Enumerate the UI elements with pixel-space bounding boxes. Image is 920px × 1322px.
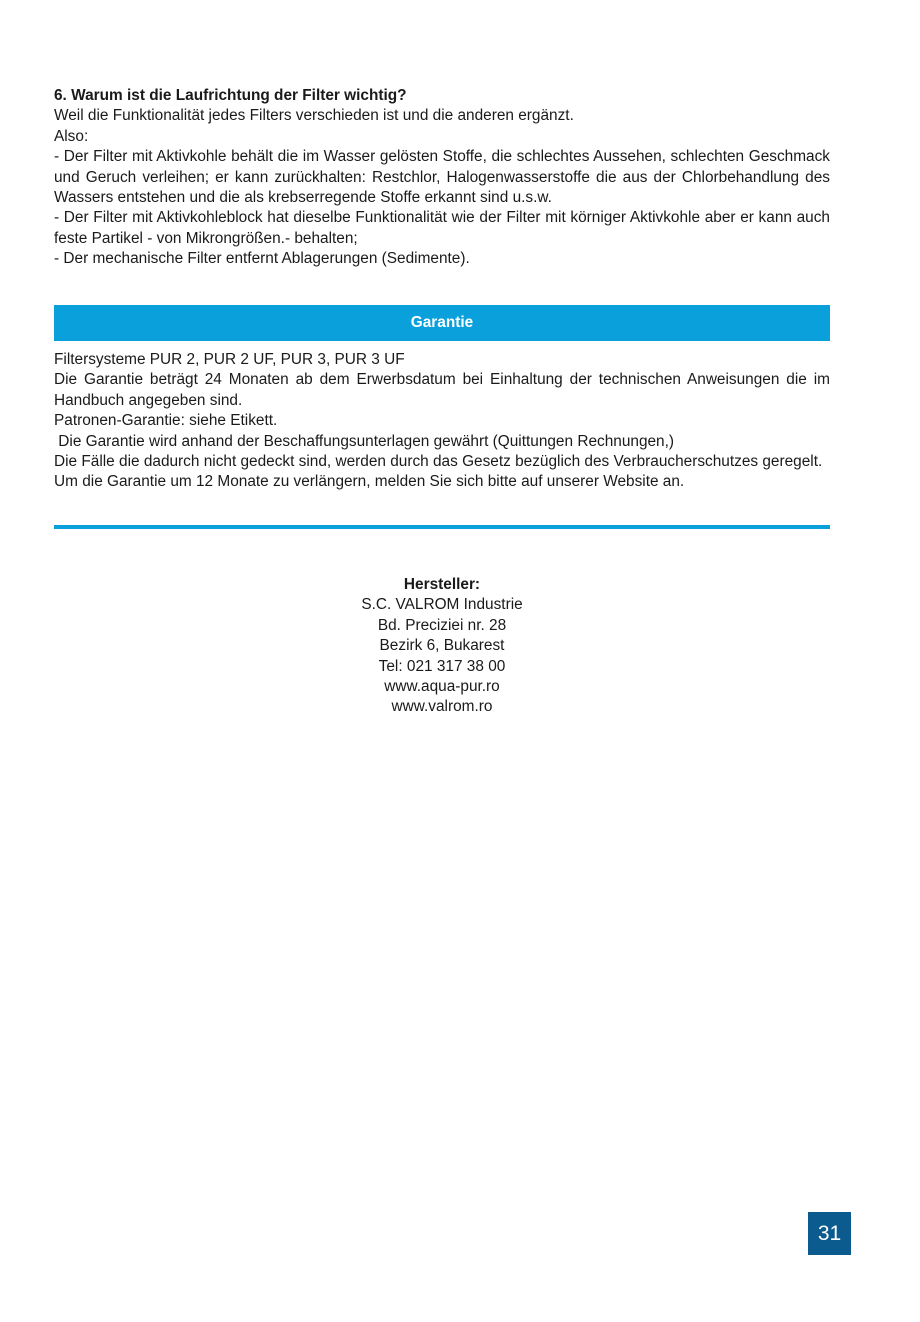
section-6-line: Also:: [54, 127, 89, 145]
section-6-bullet: - Der Filter mit Aktivkohle behält die im Wasser gelösten Stoffe, die schlechtes Aussehen, schlechten Geschmack und Geruch verleihen; er kann zurückhalten: Restchlor, Halogenwasserstoffe die aus der Chlorbehandlung des Wassers entstehen und die als krebserregende Stoffe erkannt sind u.s.w.: [54, 148, 830, 207]
garantie-section: [54, 350, 830, 493]
manufacturer-website-valrom[interactable]: www.valrom.ro: [391, 698, 493, 716]
manufacturer-street: Bd. Preciziei nr. 28: [377, 616, 507, 634]
page-number-badge: [808, 1212, 851, 1255]
manufacturer-company: S.C. VALROM Industrie: [361, 596, 523, 614]
manufacturer-website-aquapur[interactable]: www.aqua-pur.ro: [384, 678, 500, 696]
section-divider: [54, 525, 830, 529]
manufacturer-block: [54, 575, 830, 718]
garantie-paragraph: Die Garantie beträgt 24 Monaten ab dem Erwerbsdatum bei Einhaltung der technischen Anweisungen die im Handbuch angegeben sind.: [54, 371, 830, 409]
manufacturer-heading: Hersteller:: [403, 576, 481, 593]
garantie-banner: [54, 305, 830, 341]
page-number: 31: [817, 1221, 842, 1245]
garantie-paragraph: Patronen-Garantie: siehe Etikett.: [54, 412, 278, 430]
garantie-paragraph: Die Fälle die dadurch nicht gedeckt sind, werden durch das Gesetz bezüglich des Verbraucherschutzes geregelt.: [54, 453, 823, 471]
section-6-line: Weil die Funktionalität jedes Filters verschieden ist und die anderen ergänzt.: [54, 107, 574, 125]
section-6-bullet: - Der Filter mit Aktivkohleblock hat dieselbe Funktionalität wie der Filter mit körniger Aktivkohle aber er kann auch feste Partikel - von Mikrongrößen.- behalten;: [54, 209, 830, 247]
garantie-banner-title: Garantie: [410, 314, 474, 331]
section-6-title: 6. Warum ist die Laufrichtung der Filter wichtig?: [54, 87, 407, 104]
garantie-paragraph: Filtersysteme PUR 2, PUR 2 UF, PUR 3, PUR 3 UF: [54, 351, 405, 368]
garantie-paragraph: Die Garantie wird anhand der Beschaffungsunterlagen gewährt (Quittungen Rechnungen,): [54, 432, 675, 450]
section-6: [54, 86, 830, 270]
manufacturer-district: Bezirk 6, Bukarest: [379, 637, 505, 655]
garantie-paragraph: Um die Garantie um 12 Monate zu verlängern, melden Sie sich bitte auf unserer Website an.: [54, 473, 685, 491]
section-6-bullet: - Der mechanische Filter entfernt Ablagerungen (Sedimente).: [54, 250, 470, 268]
manufacturer-phone: Tel: 021 317 38 00: [378, 657, 506, 675]
